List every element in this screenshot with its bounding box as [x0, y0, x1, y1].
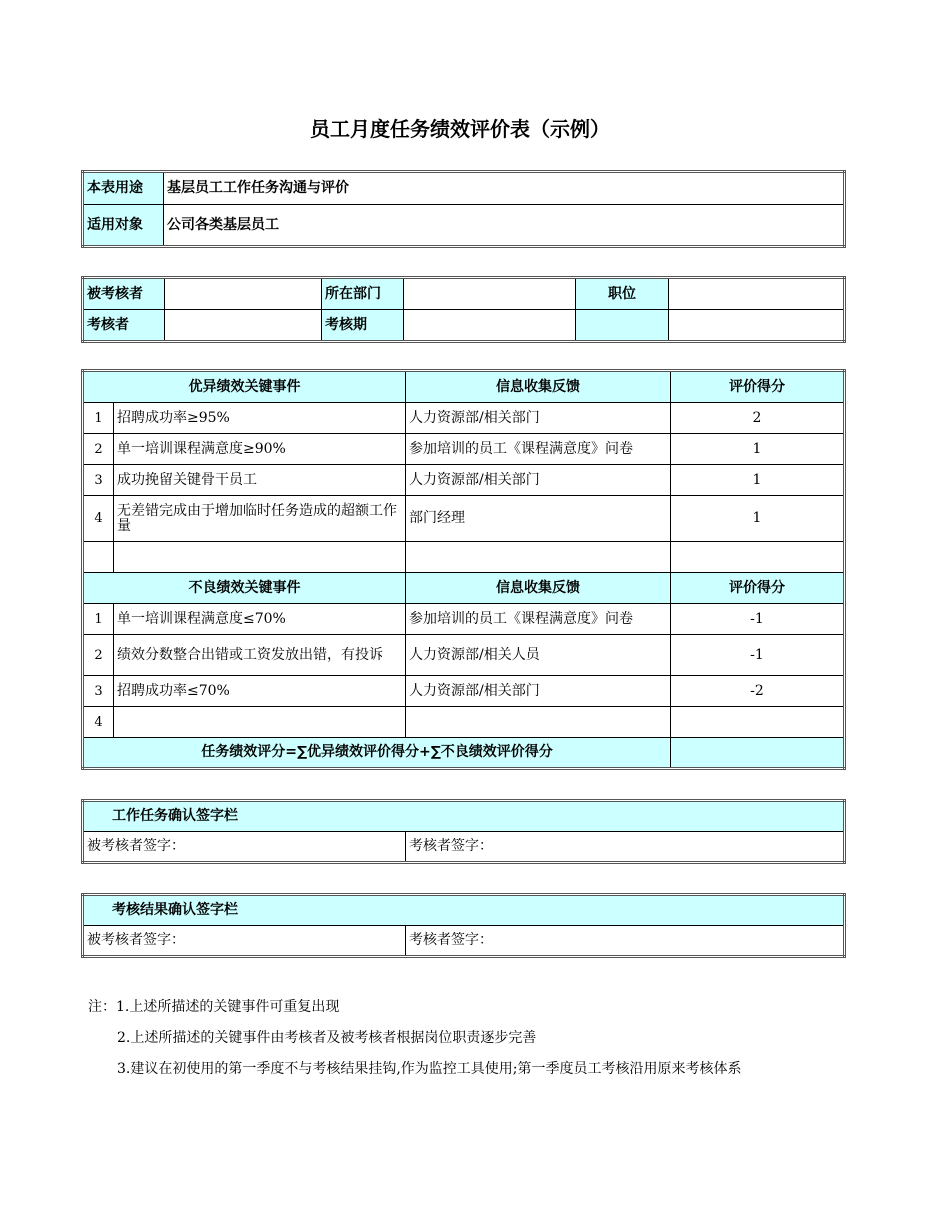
score-cell: -1: [671, 635, 845, 676]
note-item: 注：1.上述所描述的关键事件可重复出现: [88, 999, 340, 1015]
total-score-cell[interactable]: [671, 738, 845, 769]
score-cell: [671, 707, 845, 738]
table-row: [83, 707, 845, 738]
row-number: 1: [83, 604, 114, 635]
purpose-label: 本表用途: [83, 172, 164, 205]
table-row: [83, 403, 845, 434]
result-reviewer-sign[interactable]: 考核者签字：: [406, 926, 845, 957]
purpose-value: 基层员工工作任务沟通与评价: [164, 172, 845, 205]
table-row: [83, 676, 845, 707]
score-cell: -2: [671, 676, 845, 707]
position-input[interactable]: [669, 278, 845, 310]
row-number: 4: [83, 707, 114, 738]
excellent-header: 优异绩效关键事件: [83, 371, 406, 403]
table-row: [83, 635, 845, 676]
event-cell: 成功挽留关键骨干员工: [114, 465, 406, 496]
source-cell: 参加培训的员工《课程满意度》问卷: [406, 434, 671, 465]
task-reviewee-sign[interactable]: 被考核者签字：: [83, 832, 406, 863]
notes: [88, 996, 742, 1089]
dept-label: 所在部门: [322, 278, 404, 310]
score-cell: 1: [671, 434, 845, 465]
period-label: 考核期: [322, 310, 404, 342]
source-cell: 部门经理: [406, 496, 671, 542]
task-confirm-title: 工作任务确认签字栏: [83, 801, 845, 832]
row-number: 3: [83, 465, 114, 496]
reviewee-input[interactable]: [165, 278, 322, 310]
reviewer-input[interactable]: [165, 310, 322, 342]
target-value: 公司各类基层员工: [164, 205, 845, 247]
dept-input[interactable]: [404, 278, 576, 310]
event-cell: [114, 707, 406, 738]
excellent-source-header: 信息收集反馈: [406, 371, 671, 403]
row-number: 2: [83, 635, 114, 676]
poor-score-header: 评价得分: [671, 573, 845, 604]
score-cell: 2: [671, 403, 845, 434]
result-confirm-table: [81, 893, 846, 958]
info-blank-cell: [576, 310, 669, 342]
poor-header: 不良绩效关键事件: [83, 573, 406, 604]
info-table: [81, 276, 846, 343]
poor-source-header: 信息收集反馈: [406, 573, 671, 604]
source-cell: 人力资源部/相关部门: [406, 676, 671, 707]
result-confirm-title: 考核结果确认签字栏: [83, 895, 845, 926]
table-row: [83, 496, 845, 542]
table-row: [83, 542, 845, 573]
score-cell: -1: [671, 604, 845, 635]
source-cell: 人力资源部/相关部门: [406, 465, 671, 496]
event-cell: 单一培训课程满意度≥90%: [114, 434, 406, 465]
task-reviewer-sign[interactable]: 考核者签字：: [406, 832, 845, 863]
score-cell: 1: [671, 496, 845, 542]
source-cell: 人力资源部/相关人员: [406, 635, 671, 676]
position-label: 职位: [576, 278, 669, 310]
event-cell: 绩效分数整合出错或工资发放出错，有投诉: [114, 635, 406, 676]
period-input[interactable]: [404, 310, 576, 342]
source-cell: [406, 707, 671, 738]
events-table: [81, 369, 846, 770]
result-reviewee-sign[interactable]: 被考核者签字：: [83, 926, 406, 957]
note-item: 3.建议在初使用的第一季度不与考核结果挂钩,作为监控工具使用;第一季度员工考核沿用原来考核体系: [117, 1061, 742, 1077]
table-row: [83, 434, 845, 465]
table-row: [83, 604, 845, 635]
info-blank-input[interactable]: [669, 310, 845, 342]
row-number: 1: [83, 403, 114, 434]
row-number: 2: [83, 434, 114, 465]
source-cell: 人力资源部/相关部门: [406, 403, 671, 434]
note-item: 2.上述所描述的关键事件由考核者及被考核者根据岗位职责逐步完善: [117, 1030, 537, 1046]
target-label: 适用对象: [83, 205, 164, 247]
reviewer-label: 考核者: [83, 310, 165, 342]
row-number: 4: [83, 496, 114, 542]
page-title: 员工月度任务绩效评价表（示例）: [310, 117, 610, 141]
reviewee-label: 被考核者: [83, 278, 165, 310]
event-cell: 招聘成功率≤70%: [114, 676, 406, 707]
purpose-table: [81, 170, 846, 248]
score-cell: 1: [671, 465, 845, 496]
row-number: 3: [83, 676, 114, 707]
formula-cell: 任务绩效评分=∑优异绩效评价得分+∑不良绩效评价得分: [83, 738, 671, 769]
event-cell: 无差错完成由于增加临时任务造成的超额工作量: [114, 496, 406, 542]
excellent-score-header: 评价得分: [671, 371, 845, 403]
task-confirm-table: [81, 799, 846, 864]
table-row: [83, 465, 845, 496]
event-cell: 单一培训课程满意度≤70%: [114, 604, 406, 635]
event-cell: 招聘成功率≥95%: [114, 403, 406, 434]
source-cell: 参加培训的员工《课程满意度》问卷: [406, 604, 671, 635]
